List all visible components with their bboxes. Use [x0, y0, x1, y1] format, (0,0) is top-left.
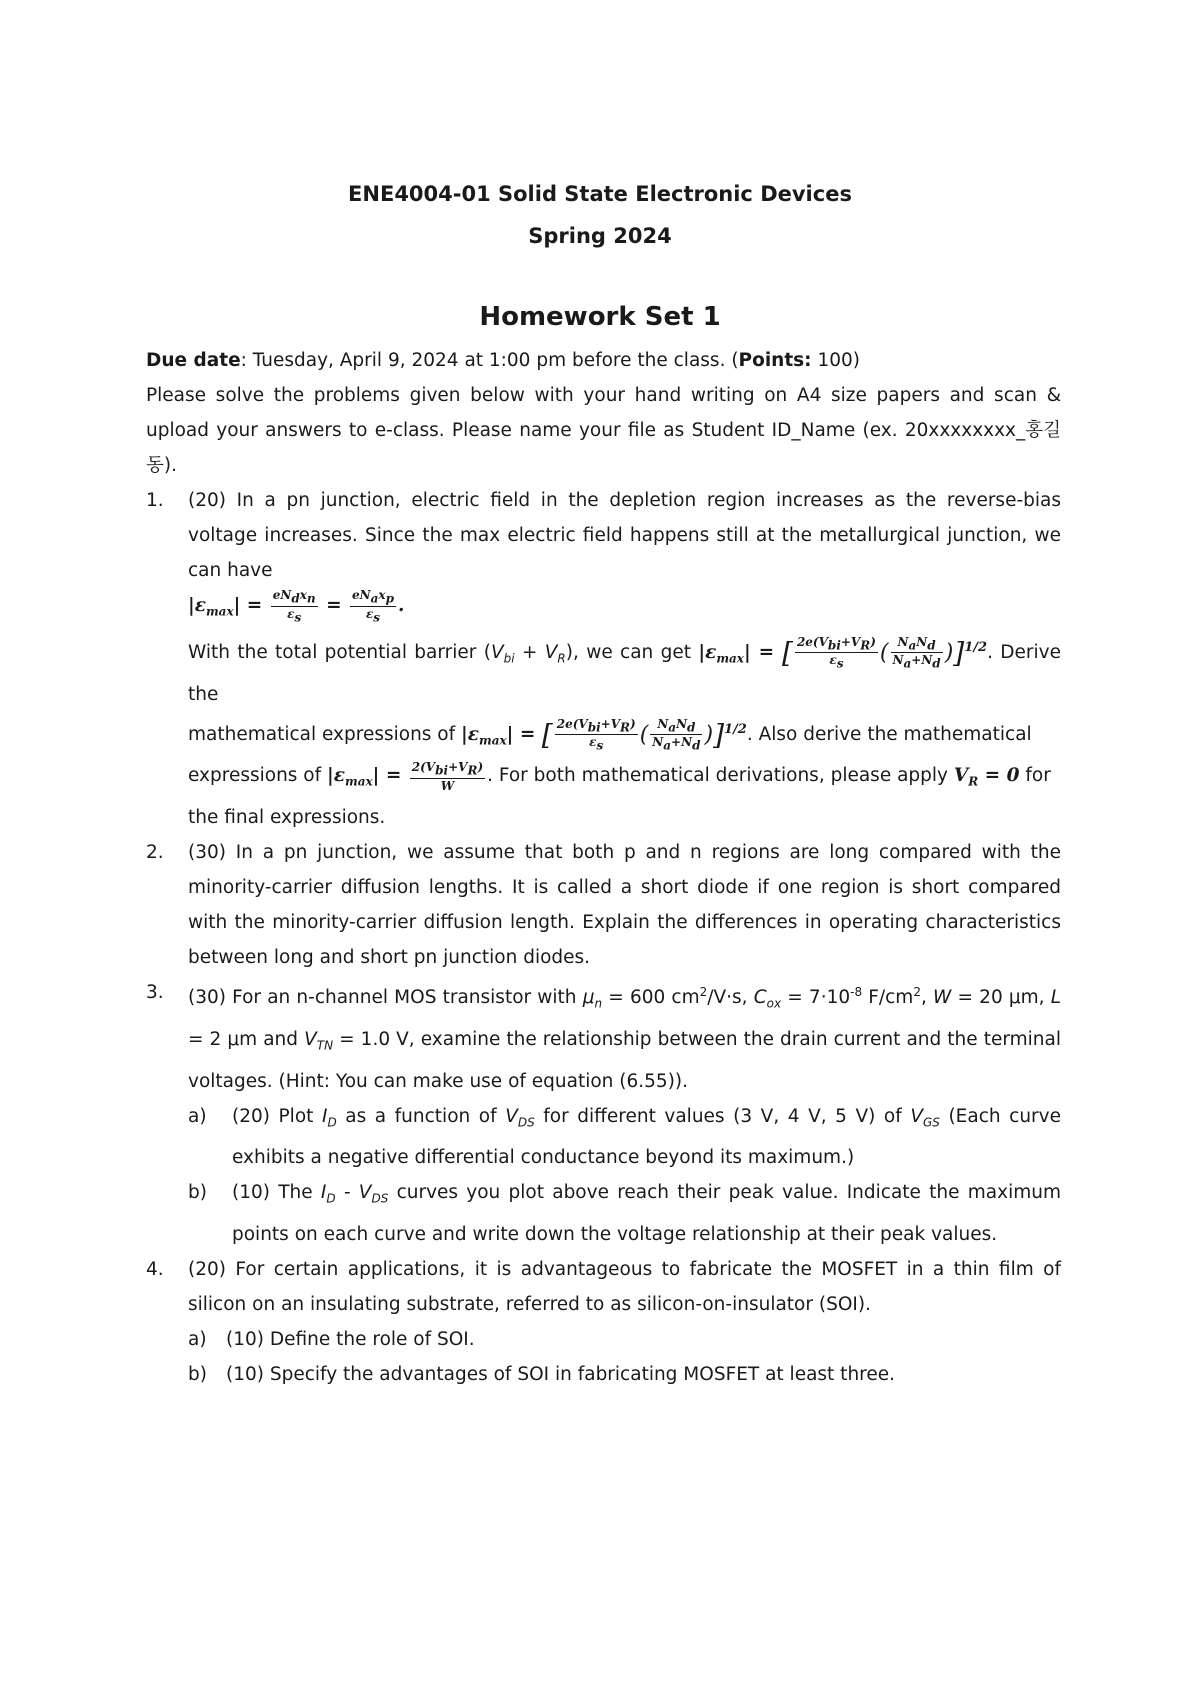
problem-4: 4. (20) For certain applications, it is advantageous to fabricate the MOSFET in a thin film of silicon on an insulating substrate, referred to as silicon-on-insulator (SOI). a) (10) Define the role of SOI. b) (10) Specify the advantages of SOI in fabricating MOSFET at least three.	[188, 1252, 1061, 1392]
problem-2: 2. (30) In a pn junction, we assume that both p and n regions are long compared with the minority-carrier diffusion lengths. It is called a short diode if one region is short compared with the minority-carrier diffusion length. Explain the differences in operating characteristics between long and short pn junction diodes.	[146, 842, 1061, 969]
emax-eq1: $|\varepsilon_{max}|$ = $\frac{eN_dx_n}{\varepsilon_s}$ = $\frac{eN_ax_p}{\varepsilon_s}$ .	[188, 588, 405, 624]
problem-4a: a) (10) Define the role of SOI.	[188, 1328, 475, 1350]
problem-list	[146, 483, 1061, 1392]
problem-3-subparts	[188, 1099, 1061, 1252]
instructions: Please solve the problems given below with your hand writing on A4 size papers and scan & upload your answers to e-class. Please name your file as Student ID_Name (ex. 20xxxxxxxx_홍길동).	[146, 385, 1061, 476]
emax-eq2: $|\varepsilon_{max}|$ = [ $\frac{2e(V_{bi}+V_R)}{\varepsilon_s}$ ( $\frac{N_aN_d}{N_a+N_d}$ )]$^{1/2}$	[698, 634, 988, 671]
document-body	[146, 343, 1061, 1392]
problem-4-subparts	[188, 1322, 1061, 1392]
course-title: ENE4004-01 Solid State Electronic Devices	[348, 182, 852, 206]
vr-zero: $V_R = 0$	[953, 765, 1020, 790]
problem-3b: b) (10) The $I_D - V_{DS}$ curves you plot above reach their peak value. Indicate the maximum points on each curve and write down the voltage relationship at their peak values.	[188, 1182, 1061, 1245]
homework-title: Homework Set 1	[479, 302, 721, 332]
due-date-line: Due date: Tuesday, April 9, 2024 at 1:00 pm before the class. (Points: 100)	[146, 350, 861, 371]
problem-4b: b) (10) Specify the advantages of SOI in fabricating MOSFET at least three.	[188, 1363, 896, 1385]
problem-3: 3. (30) For an n-channel MOS transistor with $\mu_n = 600$ $cm^2/V\cdot s$, $C_{ox} = 7\cdot 10^{-8}$ $F/cm^2$, W = 20 μm, L = 2 μm and $V_{TN} = 1.0$ V, examine the relationship between the drain current and the terminal voltages. (Hint: You can make use of equation (6.55)). a) (20) Plot $I_D$ as a function of $V_{DS}$ for different values (3 V, 4 V, 5 V) of $V_{GS}$ (Each curve exhibits a negative differential conductance beyond its maximum.) b) (10) The $I_D - V_{DS}$ curves you plot above reach their peak value. Indicate the maximum points on each curve and write down the voltage relationship at their peak values.	[188, 975, 1061, 1252]
vbi-vr: $V_{bi} + V_R$	[490, 641, 566, 666]
emax-eq3: $|\varepsilon_{max}|$ = [ $\frac{2e(V_{bi}+V_R)}{\varepsilon_s}$ ( $\frac{N_aN_d}{N_a+N_d}$ )]$^{1/2}$	[461, 716, 747, 753]
problem-3a: a) (20) Plot $I_D$ as a function of $V_{DS}$ for different values (3 V, 4 V, 5 V) of $V_{GS}$ (Each curve exhibits a negative differential conductance beyond its maximum.)	[188, 1105, 1061, 1169]
emax-eq4: $|\varepsilon_{max}|$ = $\frac{2(V_{bi}+V_R)}{W}$	[327, 760, 484, 793]
term: Spring 2024	[528, 224, 672, 248]
problem-1: 1. (20) In a pn junction, electric field in the depletion region increases as the reverse-bias voltage increases. Since the max electric field happens still at the metallurgical junction, we can have $|\varepsilon_{max}|$ = $\frac{eN_dx_n}{\varepsilon_s}$ = $\frac{eN_ax_p}{\varepsilon_s}$ . With the total potential barrier $(V_{bi} + V_R)$, we can get $|\varepsilon_{max}|$ = [ $\frac{2e(V_{bi}+V_R)}{\varepsilon_s}$ ( $\frac{N_aN_d}{N_a+N_d}$ )]$^{1/2}$. Derive the mathematical expressions of $|\varepsilon_{max}|$ = [ $\frac{2e(V_{bi}+V_R)}{\varepsilon_s}$ ( $\frac{N_aN_d}{N_a+N_d}$ )]$^{1/2}$. Also derive the mathematical expressions of $|\varepsilon_{max}|$ = $\frac{2(V_{bi}+V_R)}{W}$ . For both mathematical derivations, please apply $V_R = 0$ for the final expressions.	[146, 490, 1061, 829]
